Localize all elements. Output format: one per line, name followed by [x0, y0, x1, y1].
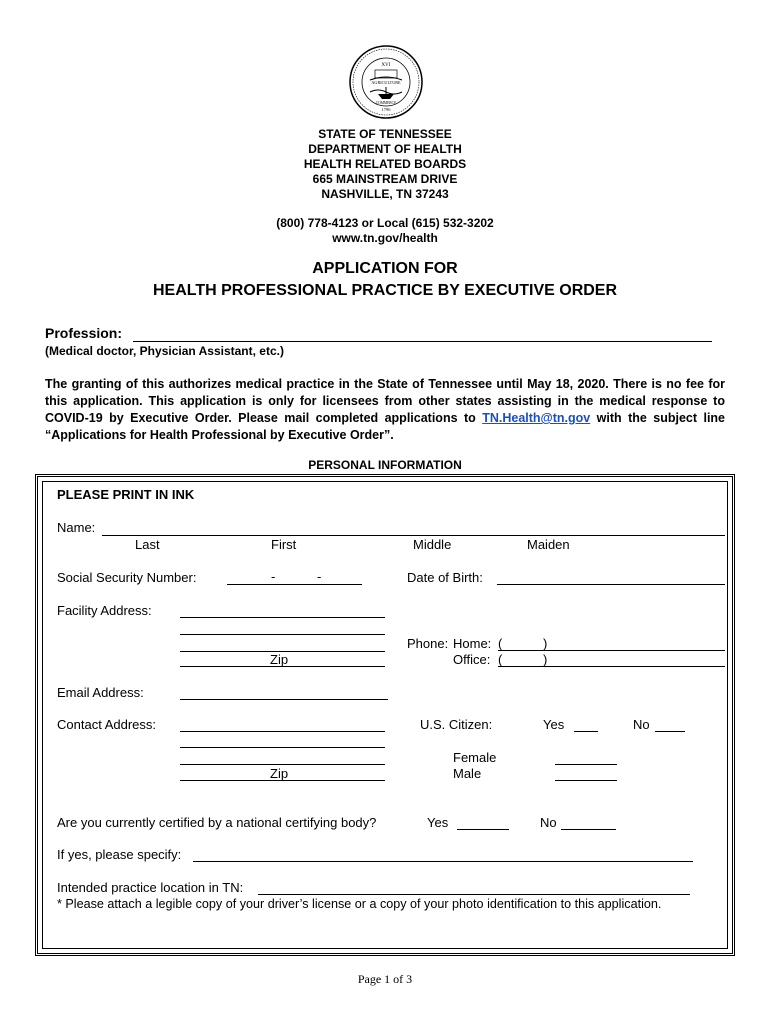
header-website: www.tn.gov/health	[332, 231, 438, 245]
profession-label: Profession:	[45, 325, 123, 341]
svg-text:AGRICULTURE: AGRICULTURE	[371, 80, 401, 85]
ssn-field[interactable]	[227, 584, 362, 585]
home-phone-field[interactable]	[498, 650, 725, 651]
us-citizen-label: U.S. Citizen:	[420, 717, 493, 732]
dob-label: Date of Birth:	[407, 570, 483, 585]
intro-paragraph	[45, 376, 725, 444]
facility-address-line-1[interactable]	[180, 617, 385, 618]
intro-text-2: with the subject line “Applications for Health Professional by Executive Order”.	[45, 411, 726, 442]
name-last-label: Last	[135, 537, 160, 552]
profession-field[interactable]	[133, 341, 712, 342]
certified-yes-field[interactable]	[457, 829, 509, 830]
ssn-dash-1: -	[271, 569, 276, 584]
certified-yes-label: Yes	[427, 815, 449, 830]
office-phone-field[interactable]	[498, 666, 725, 667]
page-number: Page 1 of 3	[357, 972, 413, 986]
facility-zip-label: Zip	[270, 652, 289, 667]
title-line-2: HEALTH PROFESSIONAL PRACTICE BY EXECUTIVE ORDER	[152, 282, 618, 299]
header-line: 665 MAINSTREAM DRIVE	[312, 172, 458, 186]
certified-question: Are you currently certified by a national certifying body?	[57, 815, 377, 830]
name-maiden-label: Maiden	[527, 537, 570, 552]
female-field[interactable]	[555, 764, 617, 765]
name-middle-label: Middle	[413, 537, 452, 552]
citizen-yes-field[interactable]	[574, 731, 598, 732]
office-paren-open: (	[498, 652, 503, 667]
facility-address-label: Facility Address:	[57, 603, 152, 618]
profession-hint: (Medical doctor, Physician Assistant, etc.)	[45, 344, 284, 358]
header-line: HEALTH RELATED BOARDS	[303, 157, 467, 171]
ssn-dash-2: -	[317, 569, 322, 584]
practice-location-label: Intended practice location in TN:	[57, 880, 244, 895]
section-title: PERSONAL INFORMATION	[308, 458, 462, 472]
email-link[interactable]: TN.Health@tn.gov	[482, 411, 591, 425]
certified-no-label: No	[540, 815, 557, 830]
header-line: NASHVILLE, TN 37243	[321, 187, 449, 201]
citizen-no-label: No	[633, 717, 650, 732]
agency-contact	[0, 216, 770, 246]
contact-address-label: Contact Address:	[57, 717, 156, 732]
office-phone-label: Office:	[453, 652, 491, 667]
home-phone-label: Home:	[453, 636, 492, 651]
email-address-label: Email Address:	[57, 685, 144, 700]
specify-label: If yes, please specify:	[57, 847, 182, 862]
male-label: Male	[453, 766, 482, 781]
phone-label: Phone:	[407, 636, 449, 651]
home-paren-close: )	[543, 636, 548, 651]
print-note: PLEASE PRINT IN INK	[57, 487, 195, 502]
citizen-no-field[interactable]	[655, 731, 685, 732]
home-paren-open: (	[498, 636, 503, 651]
document-title	[0, 258, 770, 302]
agency-address	[0, 127, 770, 202]
email-address-field[interactable]	[180, 699, 388, 700]
header-line: STATE OF TENNESSEE	[318, 127, 452, 141]
contact-address-line-2[interactable]	[180, 747, 385, 748]
dob-field[interactable]	[497, 584, 725, 585]
male-field[interactable]	[555, 780, 617, 781]
citizen-yes-label: Yes	[543, 717, 565, 732]
state-seal-icon	[348, 44, 424, 120]
intro-text-1: The granting of this authorizes medical practice in the State of Tennessee until May 18, 2020. There is no fee for this application. This application is only for licensees from other states assisting in the medical response to COVID-19 by Executive Order. Please mail completed applications to	[45, 377, 725, 425]
name-label: Name:	[57, 520, 96, 535]
practice-location-field[interactable]	[258, 894, 690, 895]
svg-text:XVI: XVI	[381, 63, 391, 68]
name-first-label: First	[271, 537, 297, 552]
contact-address-line-3[interactable]	[180, 764, 385, 765]
header-line: DEPARTMENT OF HEALTH	[308, 142, 462, 156]
certified-no-field[interactable]	[561, 829, 616, 830]
female-label: Female	[453, 750, 497, 765]
contact-zip-label: Zip	[270, 766, 289, 781]
name-field[interactable]	[102, 535, 725, 536]
attach-id-note: * Please attach a legible copy of your driver’s license or a copy of your photo identification to this application.	[57, 897, 662, 911]
svg-text:1796: 1796	[381, 107, 391, 112]
contact-address-line-1[interactable]	[180, 731, 385, 732]
title-line-1: APPLICATION FOR	[312, 260, 458, 277]
specify-field[interactable]	[193, 861, 693, 862]
facility-address-line-2[interactable]	[180, 634, 385, 635]
office-paren-close: )	[543, 652, 548, 667]
header-phone: (800) 778-4123 or Local (615) 532-3202	[276, 216, 494, 230]
svg-text:COMMERCE: COMMERCE	[375, 101, 397, 105]
ssn-label: Social Security Number:	[57, 570, 197, 585]
